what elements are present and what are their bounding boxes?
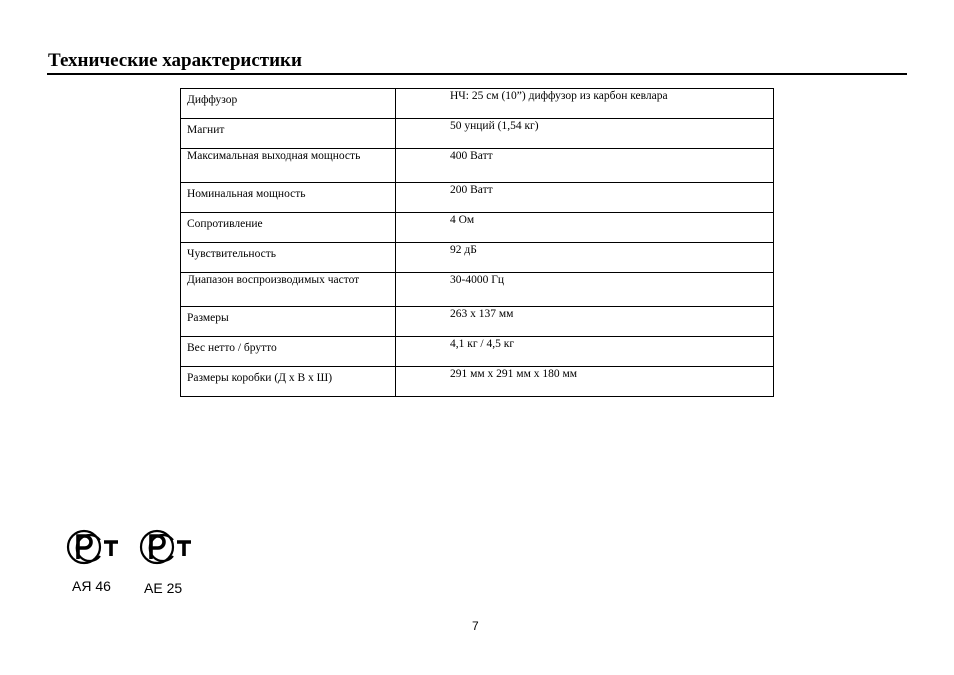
table-row xyxy=(181,149,774,183)
spec-label: Максимальная выходная мощность xyxy=(181,149,396,183)
title-underline xyxy=(47,73,907,75)
rst-mark-icon xyxy=(66,526,122,570)
specifications-table xyxy=(180,88,774,397)
spec-label: Вес нетто / брутто xyxy=(181,337,396,367)
rst-certification-logo xyxy=(139,526,199,570)
table-row xyxy=(181,183,774,213)
spec-value: 291 мм х 291 мм х 180 мм xyxy=(396,367,774,397)
table-row xyxy=(181,213,774,243)
rst-mark-icon xyxy=(139,526,195,570)
spec-label: Чувствительность xyxy=(181,243,396,273)
spec-value: 30-4000 Гц xyxy=(396,273,774,307)
page-number: 7 xyxy=(472,619,479,633)
certification-code: АЯ 46 xyxy=(72,578,111,594)
table-row xyxy=(181,119,774,149)
spec-label: Диапазон воспроизводимых частот xyxy=(181,273,396,307)
spec-label: Магнит xyxy=(181,119,396,149)
spec-label: Номинальная мощность xyxy=(181,183,396,213)
table-row xyxy=(181,89,774,119)
table-row xyxy=(181,307,774,337)
spec-value: 4,1 кг / 4,5 кг xyxy=(396,337,774,367)
table-row xyxy=(181,273,774,307)
spec-value: 4 Ом xyxy=(396,213,774,243)
spec-label: Размеры xyxy=(181,307,396,337)
spec-value: 50 унций (1,54 кг) xyxy=(396,119,774,149)
table-row xyxy=(181,243,774,273)
spec-value: НЧ: 25 см (10”) диффузор из карбон кевлара xyxy=(396,89,774,119)
rst-certification-logo xyxy=(66,526,126,570)
spec-label: Сопротивление xyxy=(181,213,396,243)
spec-value: 200 Ватт xyxy=(396,183,774,213)
spec-value: 92 дБ xyxy=(396,243,774,273)
table-row xyxy=(181,367,774,397)
spec-label: Диффузор xyxy=(181,89,396,119)
page-title: Технические характеристики xyxy=(48,50,302,71)
table-row xyxy=(181,337,774,367)
spec-label: Размеры коробки (Д х В х Ш) xyxy=(181,367,396,397)
certification-code: АЕ 25 xyxy=(144,580,183,596)
spec-value: 400 Ватт xyxy=(396,149,774,183)
spec-value: 263 х 137 мм xyxy=(396,307,774,337)
